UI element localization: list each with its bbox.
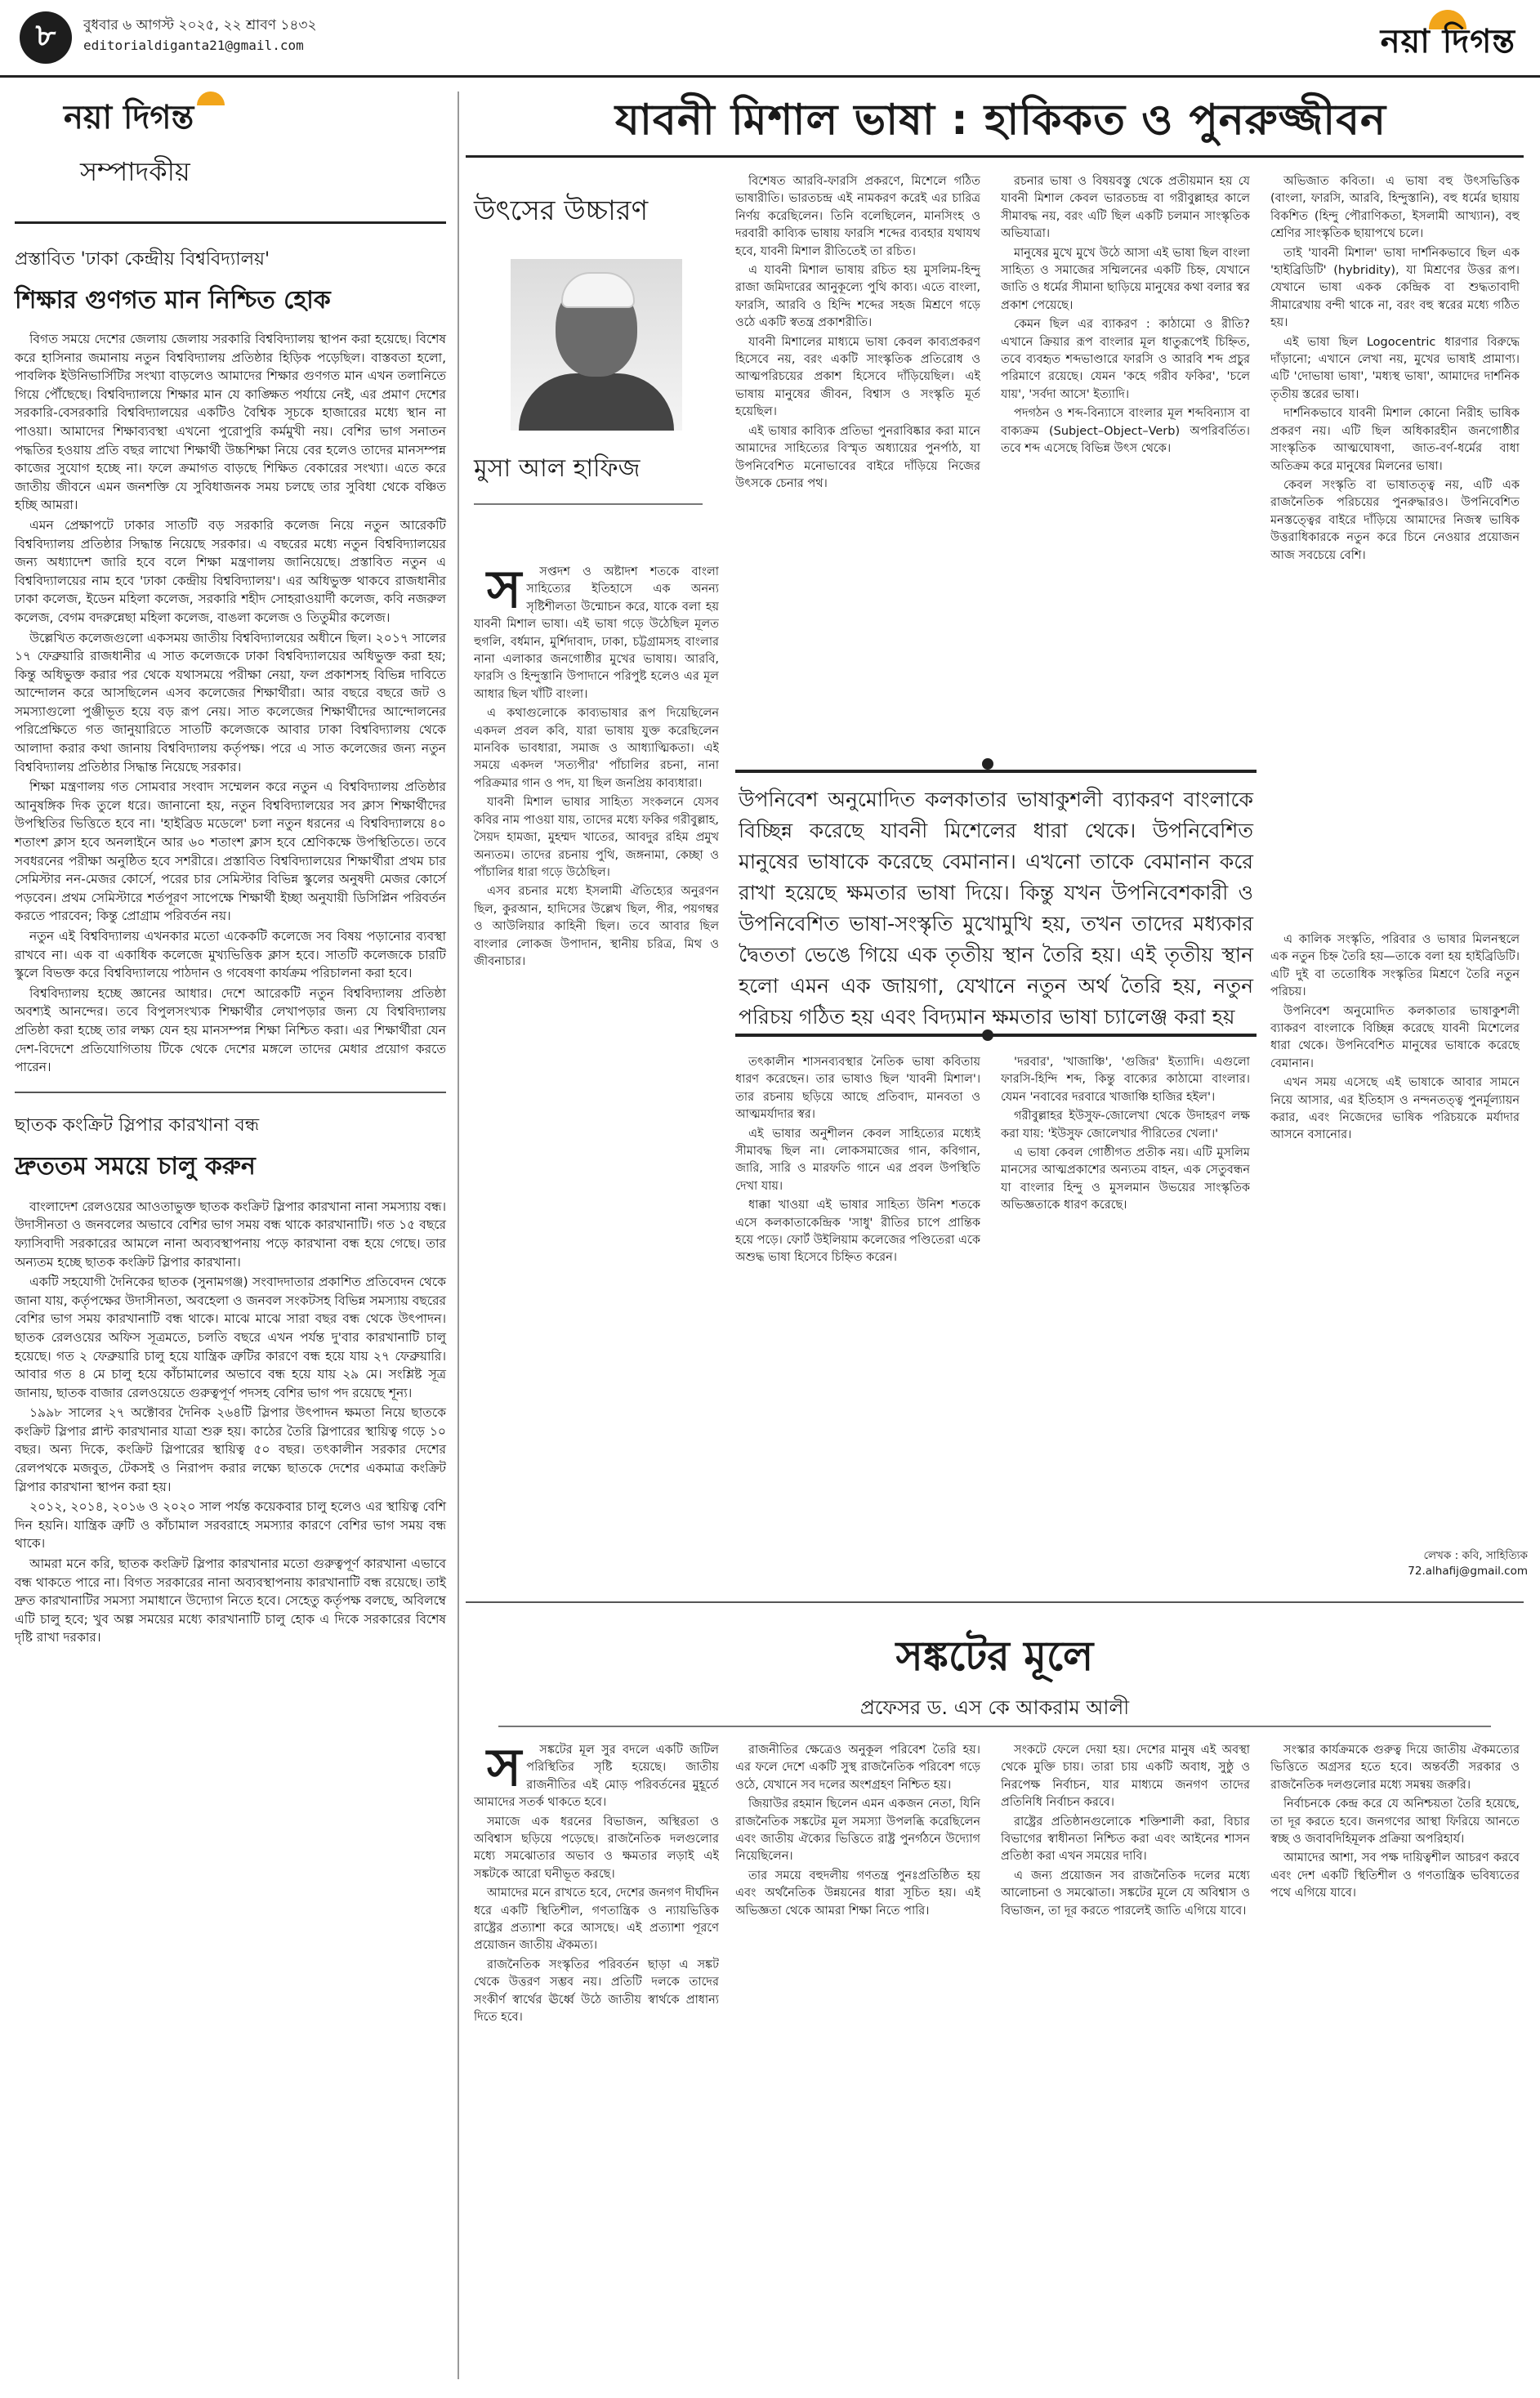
sun-logo-icon <box>197 92 225 105</box>
paragraph: এ জন্য প্রয়োজন সব রাজনৈতিক দলের মধ্যে আলোচনা ও সমঝোতা। সঙ্কটের মূলে যে অবিশ্বাস ও বিভাজন, তা দূর করতে পারলেই জাতি এগিয়ে যাবে। <box>1001 1869 1250 1918</box>
editorial1-kicker: প্রস্তাবিত 'ঢাকা কেন্দ্রীয় বিশ্ববিদ্যালয়' <box>15 249 270 270</box>
writer-note <box>1397 1548 1528 1579</box>
paragraph: পদগঠন ও শব্দ-বিন্যাসে বাংলার মূল শব্দবিন্যাস বা বাক্যক্রম (Subject–Object–Verb) অপরিবর্তিত। তবে শব্দ এসেছে বিভিন্ন উৎস থেকে। <box>1001 407 1250 456</box>
divider <box>498 1726 1491 1727</box>
paragraph: সংস্কার কার্যক্রমকে গুরুত্ব দিয়ে জাতীয় ঐকমত্যের ভিত্তিতে অগ্রসর হতে হবে। অন্তর্বর্তী সরকার ও রাজনৈতিক দলগুলোর মধ্যে সমন্বয় জরুরি। <box>1270 1744 1520 1792</box>
paragraph: সংকটে ফেলে দেয়া হয়। দেশের মানুষ এই অবস্থা থেকে মুক্তি চায়। তারা চায় একটি অবাধ, সুষ্ঠু ও নিরপেক্ষ নির্বাচন, যার মাধ্যমে জনগণ তাদের প্রতিনিধি নির্বাচন করবে। <box>1001 1744 1250 1810</box>
article-column-3 <box>1001 173 1250 753</box>
paragraph: সমাজে এক ধরনের বিভাজন, অস্থিরতা ও অবিশ্বাস ছড়িয়ে পড়েছে। রাজনৈতিক দলগুলোর মধ্যে সমঝোতার অভাব ও ক্ষমতার লড়াই এই সঙ্কটকে আরো ঘনীভূত করছে। <box>474 1815 719 1881</box>
editorial1-body <box>15 330 446 1077</box>
paragraph: এই ভাষা ছিল Logocentric ধারণার বিরুদ্ধে দাঁড়ানো; এখানে লেখা নয়, মুখের ভাষাই প্রামাণ্য। এটি 'দোভাষা ভাষা', 'মধ্যস্থ ভাষা', আমাদের দার্শনিক তৃতীয় স্তরের ভাষা। <box>1270 335 1520 401</box>
paragraph: কেমন ছিল এর ব্যাকরণ : কাঠামো ও রীতি? এখানে ক্রিয়ার রূপ বাংলার মূল ধাতুরূপেই চিহ্নিত, তবে ব্যবহৃত শব্দভাণ্ডারে ফারসি ও আরবি শব্দ প্রচুর পরিমাণে রয়েছে। যেমন 'কহে গরীব ফকির', 'চলে যায়', 'সর্বদা আসে' ইত্যাদি। <box>1001 318 1250 401</box>
page-number: ৮ <box>20 11 72 64</box>
paragraph: গরীবুল্লাহর ইউসুফ-জোলেখা থেকে উদাহরণ লক্ষ করা যায়: 'ইউসুফ জোলেখার পীরিতের খেলা।' <box>1001 1110 1250 1141</box>
paragraph: মানুষের মুখে মুখে উঠে আসা এই ভাষা ছিল বাংলা সাহিত্য ও সমাজের সম্মিলনের একটি চিহ্ন, যেখানে জাতি ও ধর্মের সীমানা ছাড়িয়ে মানুষের কথা বলার স্বর প্রকাশ পেয়েছে। <box>1001 246 1250 312</box>
editorial2-body <box>15 1198 446 1647</box>
article-column-1 <box>474 564 719 1593</box>
paragraph: রাষ্ট্রের প্রতিষ্ঠানগুলোকে শক্তিশালী করা, বিচার বিভাগের স্বাধীনতা নিশ্চিত করা এবং আইনের শাসন প্রতিষ্ঠা করা এখন সময়ের দাবি। <box>1001 1815 1250 1864</box>
paragraph: এ কালিক সংস্কৃতি, পরিবার ও ভাষার মিলনস্থলে এক নতুন চিহ্ন তৈরি হয়—তাকে বলা হয় হাইব্রিডিটি। এটি দুই বা ততোধিক সংস্কৃতির মিশ্রণে তৈরি নতুন পরিচয়। <box>1270 933 1520 999</box>
newspaper-logo <box>1303 8 1515 65</box>
paragraph: এ যাবনী মিশাল ভাষায় রচিত হয় মুসলিম-হিন্দু রাজা জমিদারের আনুকূল্যে পুথি কাব্য। এতে বাংলা, ফারসি, আরবি ও হিন্দি শব্দের সহজ মিশ্রণে গড়ে ওঠে একটি স্বতন্ত্র প্রকাশরীতি। <box>735 264 980 330</box>
editorial-logo: নয়া দিগন্ত <box>64 92 446 146</box>
writer-designation: লেখক : কবি, সাহিত্যিক <box>1423 1549 1528 1562</box>
paragraph: বাংলাদেশ রেলওয়ের আওতাভুক্ত ছাতক কংক্রিট স্লিপার কারখানা নানা সমস্যায় বন্ধ। উদাসীনতা ও জনবলের অভাবে বেশির ভাগ সময় বন্ধ থাকে কারখানাটি। গত ১৫ বছরে ফ্যাসিবাদী সরকারের আমলে নানা অব্যবস্থাপনায় পড়ে কারখানা বন্ধ হয়ে গেছে। তার অন্যতম হচ্ছে ছাতক কংক্রিট স্লিপার কারখানা। <box>15 1199 446 1270</box>
paragraph: তাই 'যাবনী মিশাল' ভাষা দার্শনিকভাবে ছিল এক 'হাইব্রিডিটি' (hybridity), যা মিশ্রণের উত্তর রূপ। যেখানে ভাষা একক কেন্দ্রিক বা শুদ্ধতাবাদী সীমারেখায় বন্দী থাকে না, বরং বহু স্বরের মধ্যে গঠিত হয়। <box>1270 246 1520 330</box>
editorial-label: সম্পাদকীয় <box>80 156 190 187</box>
paragraph: বিশ্ববিদ্যালয় হচ্ছে জ্ঞানের আধার। দেশে আরেকটি নতুন বিশ্ববিদ্যালয় প্রতিষ্ঠা অবশ্যই আনন্দের। তবে বিপুলসংখ্যক শিক্ষার্থীর লেখাপড়ার জন্য যে বিশ্ববিদ্যালয় প্রতিষ্ঠা করা হচ্ছে তার লক্ষ্য যেন হয় মানসম্পন্ন শিক্ষা নিশ্চিত করা। এর শিক্ষার্থীরা যেন দেশ-বিদেশে প্রতিযোগিতায় টিকে থেকে দেশের মঙ্গলে তাদের মেধার প্রয়োগ করতে পারেন। <box>15 985 446 1075</box>
paragraph: যাবনী মিশালের মাধ্যমে ভাষা কেবল কাব্যপ্রকরণ হিসেবে নয়, বরং একটি সাংস্কৃতিক প্রতিরোধ ও আত্মপরিচয়ের প্রকাশ হিসেবে দাঁড়িয়েছিল। এই ভাষায় মানুষের জীবন, বিশ্বাস ও সংস্কৃতি মূর্ত হয়েছিল। <box>735 335 980 419</box>
editorial-email-link[interactable]: editorialdiganta21@gmail.com <box>83 38 304 53</box>
author-box <box>466 173 711 549</box>
paragraph: রাজনৈতিক সংস্কৃতির পরিবর্তন ছাড়া এ সঙ্কট থেকে উত্তরণ সম্ভব নয়। প্রতিটি দলকে তাদের সংকীর্ণ স্বার্থের ঊর্ধ্বে উঠে জাতীয় স্বার্থকে প্রাধান্য দিতে হবে। <box>474 1958 719 2025</box>
article-column-3 <box>1001 1742 1250 2371</box>
paragraph: নতুন এই বিশ্ববিদ্যালয় এখনকার মতো একেকটি কলেজে সব বিষয় পড়ানোর ব্যবস্থা রাখবে না। এক বা একাধিক কলেজে মুখ্যভিত্তিক ক্লাস হবে। সাতটি কলেজকে চারটি স্কুলে বিভক্ত করে বিশ্ববিদ্যালয়ে পাঠদান ও গবেষণা কার্যক্রম পরিচালনা করা হবে। <box>15 929 446 981</box>
divider <box>15 1092 446 1093</box>
article-column-2 <box>735 1742 980 2371</box>
author-name: মুসা আল হাফিজ <box>474 454 641 483</box>
paragraph: জিয়াউর রহমান ছিলেন এমন একজন নেতা, যিনি রাজনৈতিক সঙ্কটের মূল সমস্যা উপলব্ধি করেছিলেন এবং জাতীয় ঐক্যের ভিত্তিতে রাষ্ট্র পুনর্গঠনে উদ্যোগ নিয়েছিলেন। <box>735 1797 980 1864</box>
divider <box>15 221 446 224</box>
paragraph: এ ভাষা কেবল গোষ্ঠীগত প্রতীক নয়। এটি মুসলিম মানসের আত্মপ্রকাশের অন্যতম বাহন, এক সেতুবন্ধন যা বাংলার হিন্দু ও মুসলমান উভয়ের সাংস্কৃতিক অভিজ্ঞতাকে ধারণ করেছে। <box>1001 1146 1250 1212</box>
pull-quote: উপনিবেশ অনুমোদিত কলকাতার ভাষাকুশলী ব্যাকরণ বাংলাকে বিচ্ছিন্ন করেছে যাবনী মিশেলের ধারা থেকে। উপনিবেশিত মানুষের ভাষাকে করেছে বেমানান। এখনো তাকে বেমানান করে রাখা হয়েছে ক্ষমতার ভাষা দিয়ে। কিন্তু যখন উপনিবেশকারী ও উপনিবেশিত ভাষা-সংস্কৃতি মুখোমুখি হয়, তখন তাদের মধ্যকার দ্বৈততা ভেঙে গিয়ে এক তৃতীয় স্থান তৈরি হয়। এই তৃতীয় স্থান হলো এমন এক জায়গা, যেখানে নতুন অর্থ তৈরি হয়, নতুন পরিচয় গঠিত হয় এবং বিদ্যমান ক্ষমতার ভাষা চ্যালেঞ্জ করা হয় <box>735 770 1257 1037</box>
editorial-column <box>15 92 459 2379</box>
article-column-5 <box>735 1054 980 1593</box>
paragraph: রচনার ভাষা ও বিষয়বস্তু থেকে প্রতীয়মান হয় যে যাবনী মিশাল কেবল ভারতচন্দ্র বা গরীবুল্লাহর কালে সীমাবদ্ধ নয়, বরং এটি ছিল একটি চলমান সাংস্কৃতিক অভিযাত্রা। <box>1001 175 1250 241</box>
column-name: উৎসের উচ্চারণ <box>474 194 649 227</box>
editorial1-title: শিক্ষার গুণগত মান নিশ্চিত হোক <box>15 286 331 315</box>
paragraph: অভিজাত কবিতা। এ ভাষা বহু উৎসভিত্তিক (বাংলা, ফারসি, আরবি, হিন্দুস্তানি), বহু ধর্মের ছায়ায় বিকশিত (হিন্দু পৌরাণিকতা, ইসলামী আখ্যান), বহু শ্রেণির সাংস্কৃতিক ছায়াপথে চলে। <box>1270 175 1520 241</box>
editorial2-kicker: ছাতক কংক্রিট স্লিপার কারখানা বন্ধ <box>15 1114 260 1136</box>
author-photo <box>511 259 682 431</box>
paragraph: এই ভাষার অনুশীলন কেবল সাহিত্যের মধ্যেই সীমাবদ্ধ ছিল না। লোকসমাজের গান, কবিগান, জারি, সারি ও মারফতি গানে এর প্রবল উপস্থিতি দেখা যায়। <box>735 1127 980 1193</box>
paragraph: কেবল সংস্কৃতি বা ভাষাতত্ত্ব নয়, এটি এক রাজনৈতিক পরিচয়ের পুনরুদ্ধারও। উপনিবেশিত মনস্তত্ত্বের বাইরে দাঁড়িয়ে আমাদের নিজস্ব ভাষিক উত্তরাধিকারকে নতুন করে চিনে নেওয়ার প্রয়োজন আজ সবচেয়ে বেশি। <box>1270 478 1520 562</box>
paragraph: তার সময়ে বহুদলীয় গণতন্ত্র পুনঃপ্রতিষ্ঠিত হয় এবং অর্থনৈতিক উন্নয়নের ধারা সূচিত হয়। এই অভিজ্ঞতা থেকে আমরা শিক্ষা নিতে পারি। <box>735 1869 980 1918</box>
paragraph: আমাদের মনে রাখতে হবে, দেশের জনগণ দীর্ঘদিন ধরে একটি স্থিতিশীল, গণতান্ত্রিক ও ন্যায়ভিত্তিক রাষ্ট্রের প্রত্যাশা করে আসছে। এই প্রত্যাশা পূরণে প্রয়োজন জাতীয় ঐকমত্য। <box>474 1887 719 1953</box>
paragraph: আমরা মনে করি, ছাতক কংক্রিট স্লিপার কারখানার মতো গুরুত্বপূর্ণ কারখানা এভাবে বন্ধ থাকতে পারে না। বিগত সরকারের নানা অব্যবস্থাপনায় কারখানাটি বন্ধ রয়েছে। তাই দ্রুত কারখানাটির সমস্যা সমাধানে উদ্যোগ নিতে হবে। সেহেতু কর্তৃপক্ষ বলছে, অবিলম্বে এটি চালু হবে; খুব অল্প সময়ের মধ্যে কারখানাটি চালু হোক এ দিকে সরকারের বিশেষ দৃষ্টি রাখা দরকার। <box>15 1556 446 1646</box>
article-column-7 <box>1270 931 1520 1536</box>
bottom-article <box>466 1601 1524 2387</box>
paragraph: এসব রচনার মধ্যে ইসলামী ঐতিহ্যের অনুরণন ছিল, কুরআন, হাদিসের উল্লেখ ছিল, পীর, পয়গম্বর ও আউলিয়ার কাহিনী ছিল। তবে আবার ছিল বাংলার লোকজ উপাদান, স্থানীয় চরিত্র, মিথ ও জীবনাচার। <box>474 885 719 968</box>
article-title: যাবনী মিশাল ভাষা : হাকিকত ও পুনরুজ্জীবন <box>614 96 1387 145</box>
paragraph: রাজনীতির ক্ষেত্রেও অনুকূল পরিবেশ তৈরি হয়। এর ফলে দেশে একটি সুস্থ রাজনৈতিক পরিবেশ গড়ে ওঠে, যেখানে সব দলের অংশগ্রহণ নিশ্চিত হয়। <box>735 1744 980 1792</box>
paragraph: এ কথাগুলোকে কাব্যভাষার রূপ দিয়েছিলেন একদল প্রবল কবি, যারা ভাষায় যুক্ত করেছিলেন মানবিক ভাবধারা, সমাজ ও আধ্যাত্মিকতা। এই সময়ে একদল 'সত্যপীর' পাঁচালির রচনা, নানা পরিক্রমার গান ও পদ, যা ছিল জনপ্রিয় কাব্যধারা। <box>474 707 719 790</box>
paragraph: ২০১২, ২০১৪, ২০১৬ ও ২০২০ সাল পর্যন্ত কয়েকবার চালু হলেও এর স্থায়িত্ব বেশি দিন হয়নি। যান্ত্রিক ত্রুটি ও কাঁচামাল সরবরাহে সমস্যার কারণে বেশির ভাগ সময় বন্ধ থাকে। <box>15 1499 446 1552</box>
paragraph: বিশেষত আরবি-ফারসি প্রকরণে, মিশেলে গঠিত ভাষারীতি। ভারতচন্দ্র এই নামকরণ করেই এর চারিত্র নির্ণয় করেছিলেন। তিনি বলেছিলেন, মানসিংহ ও দরবারী কাব্যিক ভাষায় ফারসি শব্দের ব্যবহার যথাযথ হবে, যাবনী মিশাল রীতিতেই তা রচিত। <box>735 175 980 258</box>
paragraph: এখন সময় এসেছে এই ভাষাকে আবার সামনে নিয়ে আসার, এর ইতিহাস ও নন্দনতত্ত্ব পুনর্মূল্যায়ন করার, এবং নিজেদের ভাষিক পরিচয়কে মর্যাদার আসনে বসানোর। <box>1270 1076 1520 1142</box>
page-header <box>0 0 1540 78</box>
paragraph: বিগত সময়ে দেশের জেলায় জেলায় সরকারি বিশ্ববিদ্যালয় স্থাপন করা হয়েছে। বিশেষ করে হাসিনার জমানায় নতুন বিশ্ববিদ্যালয় প্রতিষ্ঠার হিড়িক পড়েছিল। বাস্তবতা হলো, পাবলিক ইউনিভার্সিটির সংখ্যা বাড়লেও আমাদের শিক্ষার গুণগত মান এখন তলানিতে গিয়ে পৌঁছেছে। বিশ্ববিদ্যালয়ে শিক্ষার মান যে কাঙ্ক্ষিত পর্যায়ে নেই, এর প্রমাণ দেশের সরকারি-বেসরকারি বিশ্ববিদ্যালয়ের একটিও বৈশ্বিক সূচকে হাজারের মধ্যে স্থান না পাওয়া। আমাদের শিক্ষাব্যবস্থা এখনো পুরোপুরি কর্মমুখী নয়। বেশির ভাগ সনাতন পদ্ধতির হওয়ায় প্রতি বছর লাখো শিক্ষার্থী উচ্চশিক্ষা নিয়ে বের হলেও তাদের মানসম্পন্ন কাজের সুযোগ হচ্ছে না। ফলে ক্রমাগত বাড়ছে শিক্ষিত বেকারের সংখ্যা। এতে করে জাতীয় জীবনে এমন জনশক্তি যে সুবিধাজনক সময় চলছে তার সুবিধা থেকে বঞ্চিত হচ্ছি আমরা। <box>15 332 446 513</box>
paragraph: উল্লেখিত কলেজগুলো একসময় জাতীয় বিশ্ববিদ্যালয়ের অধীনে ছিল। ২০১৭ সালের ১৭ ফেব্রুয়ারি রাজধানীর এ সাত কলেজকে ঢাকা বিশ্ববিদ্যালয়ের অধিভুক্ত করা হয়; কিন্তু অধিভুক্ত করার পর থেকে যথাসময়ে পরীক্ষা নেয়া, ফল প্রকাশসহ বিভিন্ন দাবিতে আন্দোলন করে আসছিলেন এসব কলেজের শিক্ষার্থীরা। আর বছরে বছরে জট ও সমস্যাগুলো পুঞ্জীভূত হয়ে বড় রূপ নেয়। সাত কলেজের শিক্ষার্থীদের আন্দোলনের পরিপ্রেক্ষিতে গত জানুয়ারিতে সাতটি কলেজকে আবার ঢাকা বিশ্ববিদ্যালয় থেকে আলাদা করার কথা জানায় বিশ্ববিদ্যালয় কর্তৃপক্ষ। পরে এ সাত কলেজের জন্য নতুন বিশ্ববিদ্যালয় প্রতিষ্ঠার সিদ্ধান্ত নিয়েছে সরকার। <box>15 630 446 775</box>
paragraph: আমাদের আশা, সব পক্ষ দায়িত্বশীল আচরণ করবে এবং দেশ একটি স্থিতিশীল ও গণতান্ত্রিক ভবিষ্যতের পথে এগিয়ে যাবে। <box>1270 1851 1520 1900</box>
drop-cap: স <box>487 1742 522 1798</box>
paragraph: 'দরবার', 'খাজাঞ্চি', 'গুজির' ইত্যাদি। এগুলো ফারসি-হিন্দি শব্দ, কিন্তু বাক্যের কাঠামো বাংলার। যেমন 'নবাবের দরবারে খাজাঞ্চি হাজির হইল'। <box>1001 1056 1250 1104</box>
paragraph: এমন প্রেক্ষাপটে ঢাকার সাতটি বড় সরকারি কলেজ নিয়ে নতুন আরেকটি বিশ্ববিদ্যালয় প্রতিষ্ঠার সিদ্ধান্ত নিয়েছে সরকার। এ বছরের মধ্যে নতুন বিশ্ববিদ্যালয়ের জন্য অধ্যাদেশ জারি হবে বলে শিক্ষা মন্ত্রণালয় জানিয়েছে। প্রস্তাবিত নতুন এ বিশ্ববিদ্যালয়ের নাম হবে 'ঢাকা কেন্দ্রীয় বিশ্ববিদ্যালয়'। এর অধিভুক্ত থাকবে রাজধানীর ঢাকা কলেজ, ইডেন মহিলা কলেজ, সরকারি শহীদ সোহরাওয়ার্দী কলেজ, কবি নজরুল কলেজ, বেগম বদরুন্নেছা মহিলা কলেজ, বাঙলা কলেজ ও তিতুমীর কলেজ। <box>15 517 446 625</box>
editorial2-title: দ্রুততম সময়ে চালু করুন <box>15 1151 256 1181</box>
author-name: প্রফেসর ড. এস কে আকরাম আলী <box>859 1696 1130 1719</box>
masthead-name: নয়া দিগন্ত <box>1380 22 1515 60</box>
issue-date: বুধবার ৬ আগস্ট ২০২৫, ২২ শ্রাবণ ১৪৩২ <box>83 17 317 33</box>
paragraph: যাবনী মিশাল ভাষার সাহিত্য সংকলনে যেসব কবির নাম পাওয়া যায়, তাদের মধ্যে ফকির গরীবুল্লাহ, সৈয়দ হামজা, মুহম্মদ খাতের, আবদুর রহিম প্রমুখ অন্যতম। তাদের রচনায় পুথি, জঙ্গনামা, কেচ্ছা ও পাঁচালির ধারা গড়ে উঠেছিল। <box>474 796 719 879</box>
paragraph: একটি সহযোগী দৈনিকের ছাতক (সুনামগঞ্জ) সংবাদদাতার প্রকাশিত প্রতিবেদন থেকে জানা যায়, কর্তৃপক্ষের উদাসীনতা, অবহেলা ও জনবল সংকটসহ বিভিন্ন সমস্যায় বছরের বেশির ভাগ সময় কারখানাটি বন্ধ থাকে। মাঝে মাঝে সারা বছর বন্ধ থেকে উৎপাদন। ছাতক রেলওয়ের অফিস সূত্রমতে, চলতি বছরে এখন পর্যন্ত দু'বার কারখানাটি চালু হয়েছে। গত ২ ফেব্রুয়ারি চালু হয়ে যান্ত্রিক ত্রুটির কারণে বন্ধ হয়ে যায় ২৭ ফেব্রুয়ারি। আবার গত ৪ মে চালু হয়ে কাঁচামালের অভাবে বন্ধ হয়ে যায় ২৯ মে। সংশ্লিষ্ট সূত্র জানায়, ছাতক বাজার রেলওয়েতে গুরুত্বপূর্ণ পদসহ বেশির ভাগ পদ রয়েছে শূন্য। <box>15 1275 446 1400</box>
divider <box>474 503 703 505</box>
paragraph: এই ভাষার কাব্যিক প্রতিভা পুনরাবিষ্কার করা মানে আমাদের সাহিত্যের বিস্মৃত অধ্যায়ের পুনর্পাঠ, যা উপনিবেশিত মনোভাবের বাইরে দাঁড়িয়ে নিজের উৎসকে চেনার পথ। <box>735 424 980 490</box>
paragraph: স সঙ্কটের মূল সুর বদলে একটি জটিল পরিস্থিতির সৃষ্টি হয়েছে। জাতীয় রাজনীতির এই মোড় পরিবর্তনের মুহূর্তে আমাদের সতর্ক থাকতে হবে। <box>474 1742 719 1810</box>
paragraph: তৎকালীন শাসনব্যবস্থার নৈতিক ভাষা কবিতায় ধারণ করেছেন। তার ভাষাও ছিল 'যাবনী মিশাল'। তার রচনায় ছড়িয়ে আছে প্রতিবাদ, মানবতা ও আত্মমর্যাদার স্বর। <box>735 1056 980 1122</box>
paragraph: স সপ্তদশ ও অষ্টাদশ শতকে বাংলা সাহিত্যের ইতিহাসে এক অনন্য সৃষ্টিশীলতা উন্মোচন করে, যাকে বলা হয় যাবনী মিশাল ভাষা। এই ভাষা গড়ে উঠেছিল মূলত হুগলি, বর্ধমান, মুর্শিদাবাদ, ঢাকা, চট্টগ্রামসহ বাংলার নানা এলাকার জনগোষ্ঠীর মুখের ভাষায়। আরবি, ফারসি ও হিন্দুস্তানি উপাদানে পরিপুষ্ট হলেও এর মূল আধার ছিল খাঁটি বাংলা। <box>474 564 719 701</box>
article-column-2 <box>735 173 980 753</box>
paragraph: ১৯৯৮ সালের ২৭ অক্টোবর দৈনিক ২৬৪টি স্লিপার উৎপাদন ক্ষমতা নিয়ে ছাতকে কংক্রিট স্লিপার প্লান্ট কারখানার যাত্রা শুরু হয়। কাঠের তৈরি স্লিপারের স্থায়িত্ব গড়ে ১০ বছর। অন্য দিকে, কংক্রিট স্লিপারের স্থায়িত্ব ৫০ বছর। তৎকালীন সরকার দেশের রেলপথকে মজবুত, টেকসই ও নিরাপদ করার লক্ষ্যে ছাতকে দেশের একমাত্র কংক্রিট স্লিপার কারখানা স্থাপন করা হয়। <box>15 1405 446 1494</box>
paragraph: দার্শনিকভাবে যাবনী মিশাল কোনো নিরীহ ভাষিক প্রকরণ নয়। এটি ছিল অধিকারহীন জনগোষ্ঠীর সাংস্কৃতিক আত্মঘোষণা, জাত-বর্ণ-ধর্মের বাধা অতিক্রম করে মানুষের মিলনের ভাষা। <box>1270 407 1520 473</box>
editorial-header <box>15 92 446 210</box>
bullet-dot-icon <box>982 1029 993 1041</box>
paragraph: নির্বাচনকে কেন্দ্র করে যে অনিশ্চয়তা তৈরি হয়েছে, তা দূর করতে হবে। জনগণের আস্থা ফিরিয়ে আনতে স্বচ্ছ ও জবাবদিহিমূলক প্রক্রিয়া অপরিহার্য। <box>1270 1797 1520 1847</box>
article-column-4 <box>1270 173 1520 925</box>
drop-cap: স <box>487 564 522 620</box>
main-article <box>466 82 1528 1610</box>
writer-email-link[interactable]: 72.alhafij@gmail.com <box>1408 1565 1528 1578</box>
divider <box>466 155 1524 158</box>
article-column-4 <box>1270 1742 1520 2371</box>
paragraph: ধাক্কা খাওয়া এই ভাষার সাহিত্য উনিশ শতকে এসে কলকাতাকেন্দ্রিক 'সাধু' রীতির চাপে প্রান্তিক হয়ে পড়ে। ফোর্ট উইলিয়াম কলেজের পণ্ডিতেরা একে অশুদ্ধ ভাষা হিসেবে চিহ্নিত করেন। <box>735 1199 980 1265</box>
article-column-6 <box>1001 1054 1250 1593</box>
article-column-1 <box>474 1742 719 2371</box>
paragraph: উপনিবেশ অনুমোদিত কলকাতার ভাষাকুশলী ব্যাকরণ বাংলাকে বিচ্ছিন্ন করেছে যাবনী মিশেলের ধারা থেকে। উপনিবেশিত মানুষের ভাষাকে করেছে বেমানান। <box>1270 1004 1520 1070</box>
article-title: সঙ্কটের মূলে <box>895 1632 1094 1680</box>
bullet-dot-icon <box>982 758 993 770</box>
paragraph: শিক্ষা মন্ত্রণালয় গত সোমবার সংবাদ সম্মেলন করে নতুন এ বিশ্ববিদ্যালয় প্রতিষ্ঠার আনুষঙ্গিক দিক তুলে ধরে। জানানো হয়, নতুন বিশ্ববিদ্যালয়ের সব ক্লাস শিক্ষার্থীদের উপস্থিতির ভিত্তিতে হবে না। 'হাইব্রিড মডেলে' চলা নতুন ধরনের এ বিশ্ববিদ্যালয়ে ৪০ শতাংশ ক্লাস হবে অনলাইনে আর ৬০ শতাংশ ক্লাস হবে শ্রেণিকক্ষে উপস্থিতিতে। তবে সবধরনের পরীক্ষা অনুষ্ঠিত হবে সশরীরে। প্রস্তাবিত বিশ্ববিদ্যালয়ের শিক্ষার্থীরা প্রথম চার সেমিস্টার নন-মেজর কোর্সে, পরের চার সেমিস্টার বিভিন্ন স্কুলের অনুষদী মেজর কোর্সে পড়বেন। প্রথম সেমিস্টারে শর্তপূরণ সাপেক্ষে শিক্ষার্থী ইচ্ছা অনুযায়ী ডিসিপ্লিন পরিবর্তন করতে পারবেন; কিন্তু প্রোগ্রাম পরিবর্তন নয়। <box>15 779 446 924</box>
